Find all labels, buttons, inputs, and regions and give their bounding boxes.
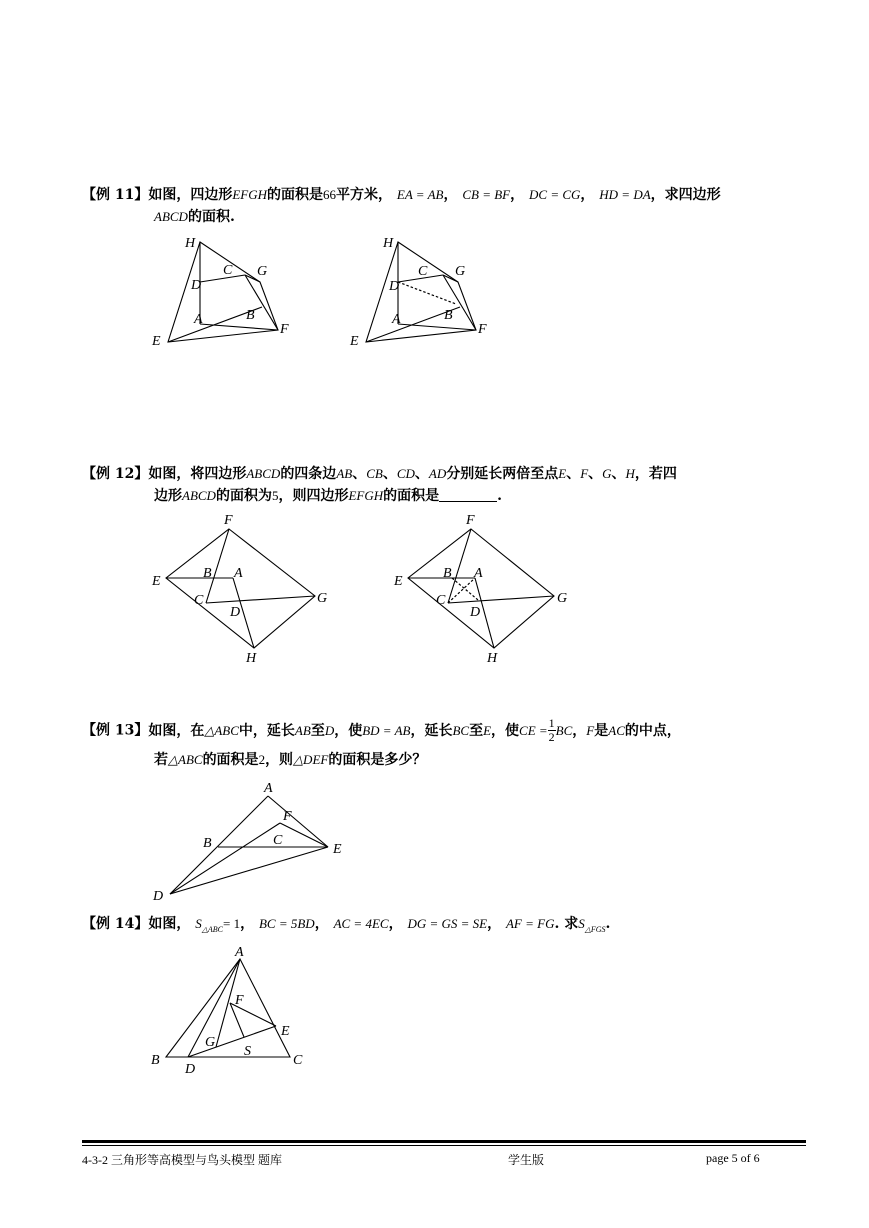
problem-tag: 【例 12】 [82, 466, 149, 482]
quad-efgh [168, 242, 278, 342]
problem-tag: 【例 14】 [82, 916, 149, 932]
label-F: F [235, 993, 244, 1008]
problem-11 [82, 184, 721, 225]
footer-left: 4-3-2 三角形等高模型与鸟头模型 题库 [82, 1153, 282, 1167]
label-G: G [557, 591, 568, 606]
segment-de [188, 1026, 276, 1057]
label-A: A [392, 312, 401, 327]
problem-14 [82, 913, 610, 941]
quad-efgh [408, 529, 554, 648]
label-C: C [273, 833, 283, 848]
segment-cg [448, 596, 554, 603]
problem-text: 如图， $S_{\triangle ABC}= 1$， BC = 5BD， AC = 4EC， DG = GS = SE， AF = FG. 求$S_{\triangle FGS}$. [148, 916, 611, 934]
label-F: F [478, 322, 487, 337]
label-E: E [152, 334, 161, 349]
problem-tag: 【例 11】 [82, 187, 149, 203]
label-G: G [205, 1035, 216, 1050]
figure-ex11-left [150, 232, 300, 352]
footer-page-number: page 5 of 6 [706, 1151, 760, 1165]
label-C: C [293, 1053, 303, 1068]
dashed-db [398, 282, 456, 304]
label-B: B [443, 566, 452, 581]
label-A: A [235, 945, 244, 960]
label-E: E [350, 334, 359, 349]
label-F: F [466, 513, 475, 528]
problem-text-line2: 边形ABCD的面积为5，则四边形EFGH的面积是 . [154, 488, 502, 504]
footer-center: 学生版 [508, 1153, 545, 1167]
label-D: D [153, 889, 164, 904]
label-C: C [436, 593, 446, 608]
label-C: C [194, 593, 204, 608]
problem-tag: 【例 13】 [82, 722, 149, 739]
quad-efgh [366, 242, 476, 342]
dashed-bd [452, 578, 478, 600]
problem-text: 如图，将四边形ABCD的四条边AB、CB、CD、AD分别延长两倍至点E、F、G、H，若四 [148, 466, 677, 482]
label-H: H [487, 651, 498, 666]
label-E: E [152, 574, 161, 589]
label-B: B [246, 308, 255, 323]
label-B: B [203, 836, 212, 851]
label-A: A [474, 566, 483, 581]
label-B: B [151, 1053, 160, 1068]
problem-text: 如图，在△ABC中，延长AB至D，使BD = AB，延长BC至E，使CE = $\frac{1}{2}$ BC，F是AC的中点， [148, 716, 681, 744]
label-E: E [394, 574, 403, 589]
label-D: D [389, 279, 400, 294]
figure-ex13 [148, 778, 358, 906]
problem-text: 如图，四边形EFGH的面积是66平方米， EA = AB， CB = BF， DC = CG， HD = DA，求四边形 [148, 187, 721, 203]
label-H: H [246, 651, 257, 666]
segment-fs [230, 1003, 244, 1037]
label-F: F [280, 322, 289, 337]
figure-ex12-right [390, 510, 580, 670]
label-A: A [194, 312, 203, 327]
segment-cg [206, 596, 315, 603]
figure-ex14 [148, 943, 318, 1078]
label-G: G [257, 264, 268, 279]
triangle-abc [166, 959, 290, 1057]
quad-efgh [166, 529, 315, 648]
label-G: G [317, 591, 328, 606]
problem-text-line2: ABCD的面积. [154, 209, 235, 225]
problem-text-line2: 若△ABC的面积是2，则△DEF的面积是多少？ [154, 752, 427, 768]
label-G: G [455, 264, 466, 279]
label-D: D [185, 1062, 196, 1077]
label-D: D [230, 605, 241, 620]
label-F: F [283, 809, 292, 824]
label-D: D [191, 278, 202, 293]
label-C: C [223, 263, 233, 278]
label-H: H [185, 236, 196, 251]
figure-ex12-left [148, 510, 338, 670]
label-A: A [234, 566, 243, 581]
segment-af [398, 324, 476, 330]
label-E: E [281, 1024, 290, 1039]
problem-12 [82, 463, 677, 504]
segment-af [200, 324, 278, 330]
figure-ex11-right [348, 232, 498, 352]
label-D: D [470, 605, 481, 620]
footer-divider-thin [82, 1145, 806, 1146]
fraction-one-half: $\frac{1}{2}$ [548, 716, 555, 744]
segment-df [170, 823, 280, 894]
label-H: H [383, 236, 394, 251]
problem-13 [82, 716, 681, 768]
label-A: A [264, 781, 273, 796]
label-B: B [203, 566, 212, 581]
label-C: C [418, 264, 428, 279]
label-S: S [244, 1044, 251, 1059]
label-F: F [224, 513, 233, 528]
answer-blank [439, 487, 497, 502]
footer-divider-thick [82, 1140, 806, 1143]
label-E: E [333, 842, 342, 857]
label-B: B [444, 308, 453, 323]
